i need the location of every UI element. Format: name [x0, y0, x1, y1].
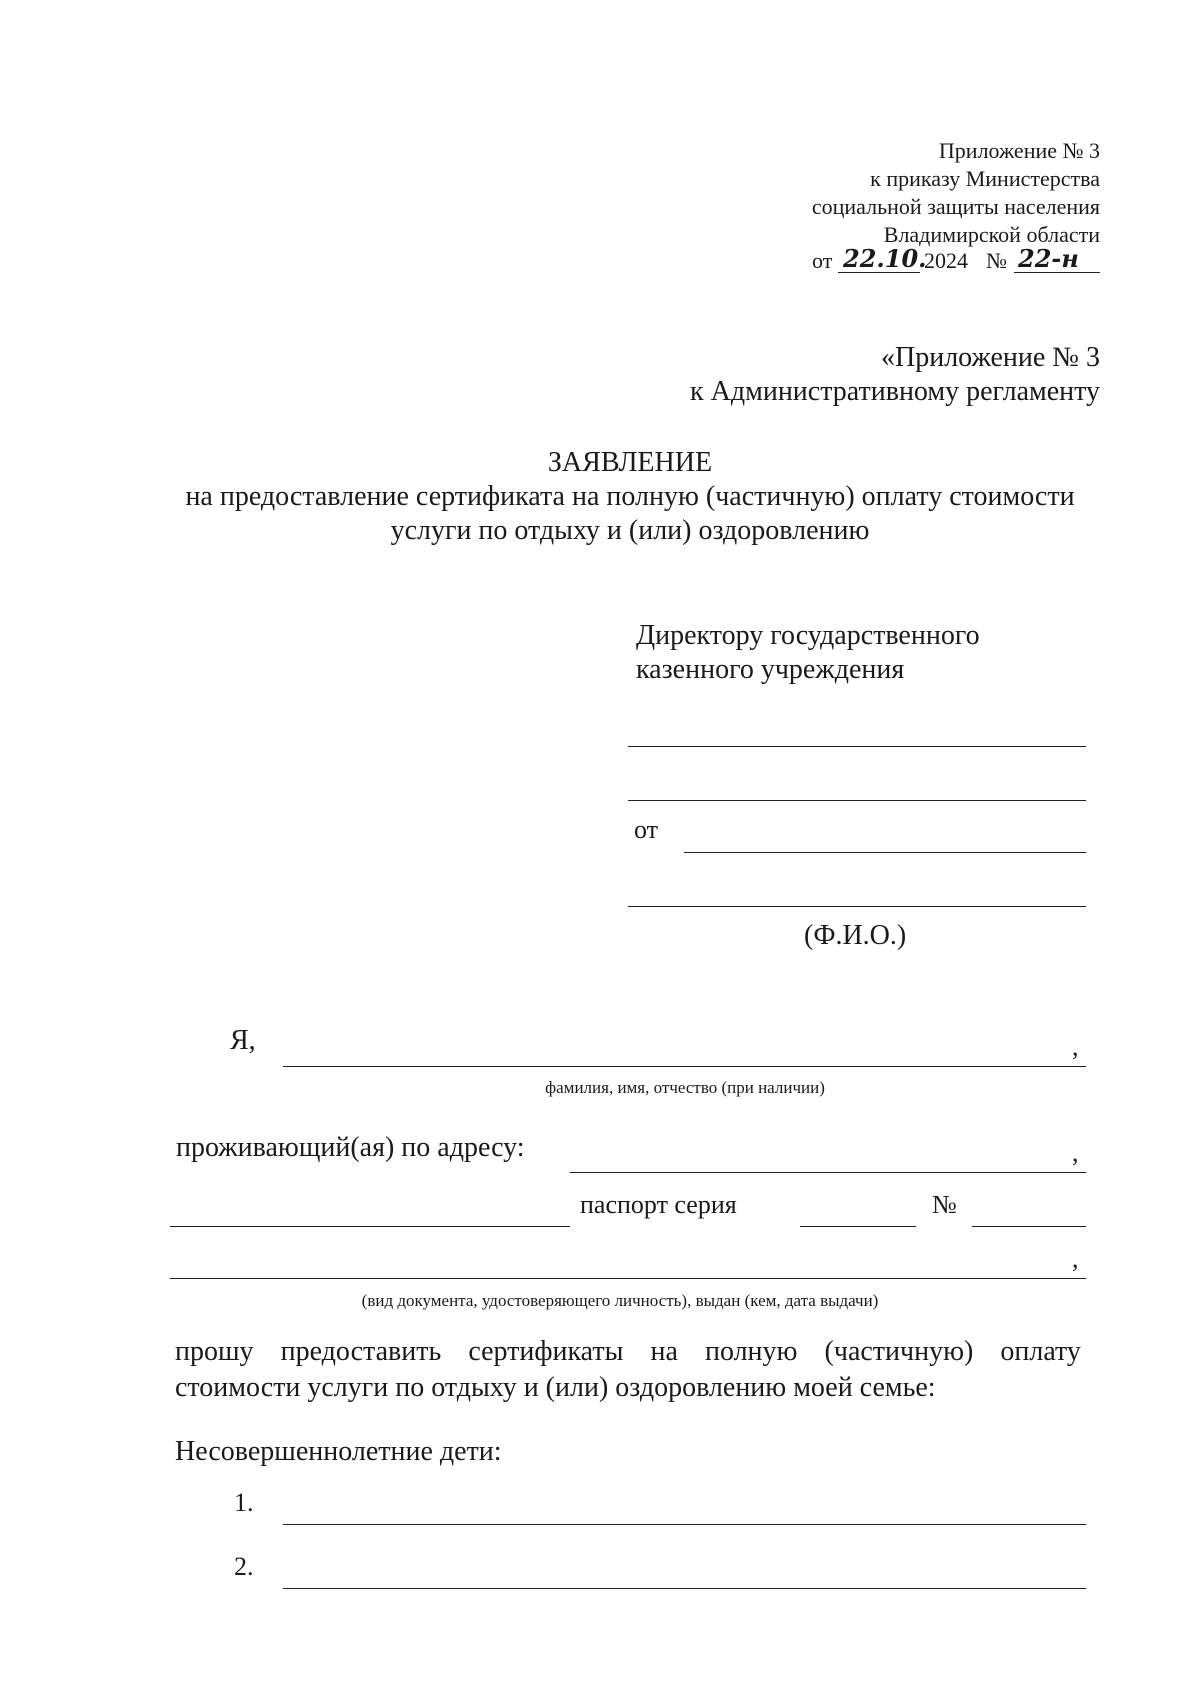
- request-word: (частичную): [824, 1336, 974, 1367]
- passport-series-label: паспорт серия: [580, 1190, 737, 1219]
- children-label: Несовершеннолетние дети:: [175, 1436, 502, 1467]
- header-year: 2024: [924, 248, 968, 273]
- comma-2: ,: [1072, 1138, 1079, 1167]
- addressee-blank-2[interactable]: [628, 800, 1086, 801]
- applicant-fio-blank[interactable]: [628, 906, 1086, 907]
- child-2-blank[interactable]: [283, 1588, 1086, 1589]
- address-blank-2[interactable]: [170, 1226, 570, 1227]
- applicant-from-blank[interactable]: [684, 852, 1086, 853]
- child-number-2: 2.: [234, 1552, 254, 1581]
- from-label: от: [634, 815, 659, 844]
- fio-caption: (Ф.И.О.): [804, 920, 907, 951]
- annex-number: «Приложение № 3: [881, 342, 1100, 373]
- document-hint: (вид документа, удостоверяющего личность), выдан (кем, дата выдачи): [361, 1291, 879, 1310]
- annex-regulation: к Административному регламенту: [690, 376, 1100, 407]
- request-word: сертификаты: [468, 1336, 624, 1367]
- addressee-line2: казенного учреждения: [636, 654, 905, 685]
- addressee-blank-1[interactable]: [628, 746, 1086, 747]
- passport-number-sign: №: [932, 1190, 957, 1219]
- comma-3: ,: [1072, 1244, 1079, 1273]
- document-issued-blank[interactable]: [170, 1278, 1086, 1279]
- handwritten-date: 22.10.: [843, 244, 927, 273]
- applicant-name-blank[interactable]: [283, 1066, 1086, 1067]
- address-label: проживающий(ая) по адресу:: [176, 1132, 525, 1163]
- request-line2: стоимости услуги по отдыху и (или) оздоровлению моей семье:: [175, 1372, 936, 1403]
- passport-series-blank[interactable]: [800, 1226, 916, 1227]
- request-word: на: [650, 1336, 678, 1367]
- comma-1: ,: [1072, 1032, 1079, 1061]
- request-word: полную: [704, 1336, 798, 1367]
- header-number-sign: №: [986, 248, 1007, 273]
- request-line1: [175, 1336, 1081, 1368]
- fio-hint: фамилия, имя, отчество (при наличии): [545, 1078, 825, 1097]
- request-word: прошу: [175, 1336, 254, 1367]
- child-number-1: 1.: [234, 1488, 254, 1517]
- header-date-prefix: от: [812, 248, 833, 273]
- date-underline: [838, 272, 920, 273]
- header-order-reference: к приказу Министерства: [870, 166, 1100, 191]
- request-word: предоставить: [280, 1336, 442, 1367]
- addressee-line1: Директору государственного: [636, 620, 980, 651]
- address-blank-1[interactable]: [570, 1172, 1086, 1173]
- document-subtitle-line2: услуги по отдыху и (или) оздоровлению: [390, 515, 870, 546]
- header-ministry-name: социальной защиты населения: [811, 194, 1100, 219]
- child-1-blank[interactable]: [283, 1524, 1086, 1525]
- handwritten-order-number: 22-н: [1018, 244, 1079, 273]
- request-word: оплату: [1000, 1336, 1081, 1367]
- number-underline: [1014, 272, 1100, 273]
- header-annex-number: Приложение № 3: [938, 138, 1100, 163]
- passport-number-blank[interactable]: [972, 1226, 1086, 1227]
- document-subtitle-line1: на предоставление сертификата на полную (частичную) оплату стоимости: [185, 481, 1075, 512]
- document-title: ЗАЯВЛЕНИЕ: [547, 447, 713, 478]
- i-label: Я,: [230, 1025, 256, 1056]
- header-region-name: Владимирской области: [883, 222, 1100, 247]
